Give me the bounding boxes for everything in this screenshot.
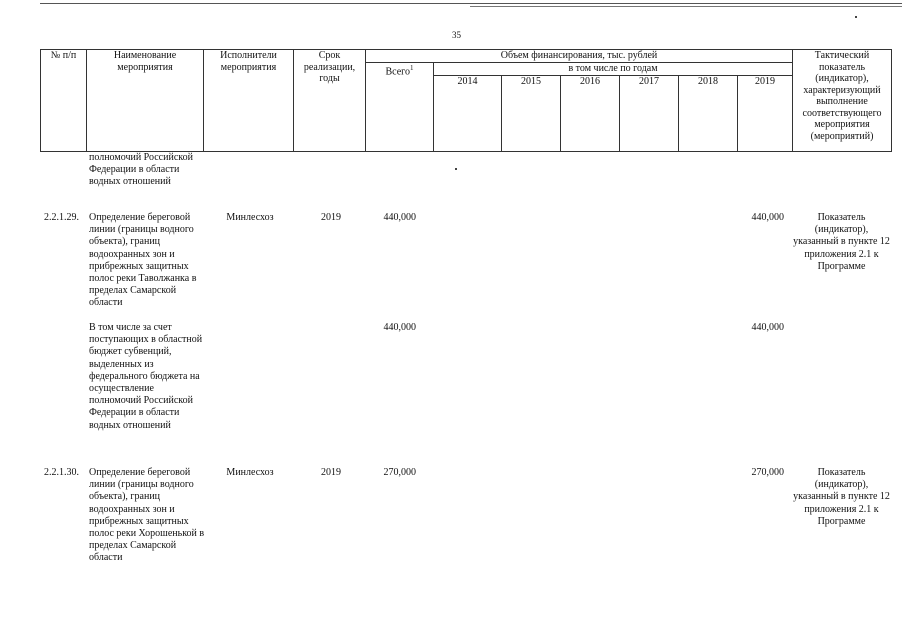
header-year: 2018: [679, 75, 738, 151]
scan-speck: [855, 16, 857, 18]
header-year: 2019: [738, 75, 793, 151]
row-name: полномочий Российской Федерации в области водных отношений: [89, 152, 193, 188]
row-total: 270,000: [383, 467, 416, 478]
header-year: 2017: [620, 75, 679, 151]
row-indicator: Показатель (индикатор), указанный в пункте 12 приложения 2.1 к Программе: [793, 212, 890, 272]
row-num: 2.2.1.29.: [44, 212, 79, 223]
row-name: В том числе за счет поступающих в областной бюджет субвенций, выделенных из федерального бюджета на осуществление полномочий Российской Федерации в области водных отношений: [89, 322, 203, 431]
row-executor: Минлесхоз: [226, 212, 274, 223]
row-term: 2019: [321, 212, 341, 223]
scan-speck: [455, 168, 457, 170]
row-2019: 270,000: [751, 467, 784, 478]
header-total: Всего$^1$: [366, 63, 434, 152]
header-financing: Объем финансирования, тыс. рублей: [366, 50, 793, 63]
scan-top-line: [470, 6, 902, 7]
row-indicator: Показатель (индикатор), указанный в пункте 12 приложения 2.1 к Программе: [793, 467, 890, 527]
scan-top-line: [40, 3, 902, 4]
row-total: 440,000: [383, 212, 416, 223]
row-name: Определение береговой линии (границы водного объекта), границ водоохранных зон и прибрежных защитных полос реки Таволжанка в пределах Самарской области: [89, 212, 197, 309]
row-term: 2019: [321, 467, 341, 478]
header-year: 2015: [502, 75, 561, 151]
row-2019: 440,000: [751, 322, 784, 333]
header-term: Срок реализации, годы: [294, 50, 366, 152]
row-2019: 440,000: [751, 212, 784, 223]
row-executor: Минлесхоз: [226, 467, 274, 478]
table-header: [40, 49, 892, 152]
page-number: 35: [452, 30, 461, 40]
header-name: Наименование мероприятия: [87, 50, 204, 152]
header-by-years: в том числе по годам: [434, 63, 793, 76]
row-num: 2.2.1.30.: [44, 467, 79, 478]
header-executors: Исполнители мероприятия: [204, 50, 294, 152]
header-num: № п/п: [41, 50, 87, 152]
row-name: Определение береговой линии (границы водного объекта), границ водоохранных зон и прибрежных защитных полос реки Хорошенькой в пределах Самарской области: [89, 467, 205, 564]
header-indicator: Тактический показатель (индикатор), характеризующий выполнение соответствующего мероприятия (мероприятий): [793, 50, 892, 152]
header-year: 2014: [434, 75, 502, 151]
header-year: 2016: [561, 75, 620, 151]
row-total: 440,000: [383, 322, 416, 333]
